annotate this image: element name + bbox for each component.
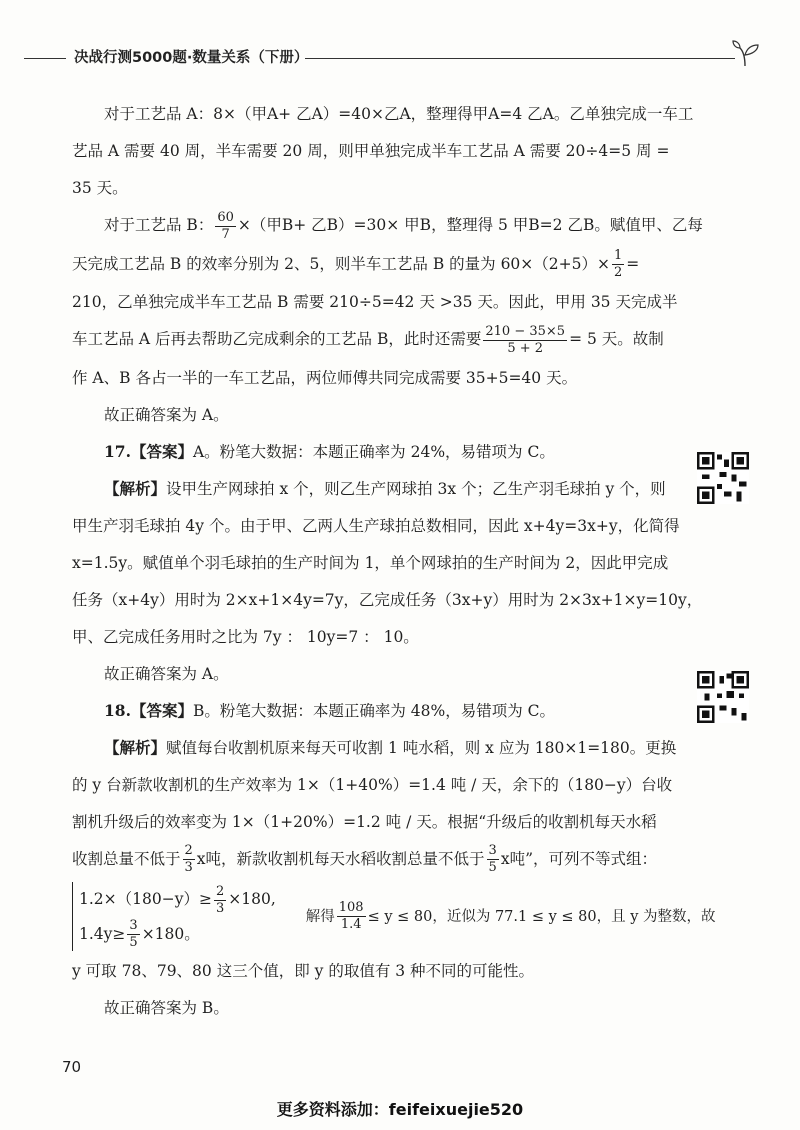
body-line: 对于工艺品 A：8×（甲A+ 乙A）=40×乙A，整理得甲A=4 乙A。乙单独完成一车工 — [104, 105, 694, 123]
denominator: 3 — [184, 860, 193, 875]
fraction — [337, 900, 366, 933]
body-line: y 可取 78、79、80 这三个值，即 y 的取值有 3 种不同的可能性。 — [72, 962, 535, 980]
body-line-fraction — [72, 248, 672, 282]
text: 天完成工艺品 B 的效率分别为 2、5，则半车工艺品 B 的量为 60×（2+5）× — [72, 254, 610, 273]
analysis-tag: 【解析】 — [104, 737, 167, 757]
fraction — [214, 884, 226, 917]
page-number: 70 — [62, 1058, 82, 1076]
fraction — [215, 210, 236, 243]
qr-code-icon[interactable] — [697, 452, 749, 504]
analysis-17 — [72, 473, 672, 505]
text: ×180, — [228, 890, 276, 908]
answer-tag: 17.【答案】 — [104, 441, 193, 461]
text: 赋值每台收割机原来每天可收割 1 吨水稻，则 x 应为 180×1=180。更换 — [166, 738, 677, 757]
header-rule-right — [305, 58, 735, 59]
body-line: 的 y 台新款收割机的生产效率为 1×（1+40%）=1.4 吨 / 天，余下的（180−y）台收 — [72, 775, 673, 794]
header-rule-left — [24, 58, 66, 59]
denominator: 5 — [129, 935, 138, 950]
body-line: x=1.5y。赋值单个羽毛球拍的生产时间为 1，单个网球拍的生产时间为 2，因此甲完成 — [72, 553, 669, 572]
body-line-fraction — [72, 209, 703, 243]
inequality-2 — [79, 917, 276, 952]
numerator: 210 − 35×5 — [485, 323, 566, 339]
page-body — [72, 98, 716, 1029]
answer-line: 故正确答案为 A。 — [104, 664, 229, 683]
body-line: 210，乙单独完成半车工艺品 B 需要 210÷5=42 天 >35 天。因此，甲用 35 天完成半 — [72, 293, 678, 311]
text: B。粉笔大数据：本题正确率为 48%，易错项为 C。 — [192, 701, 556, 720]
text: = — [626, 254, 640, 273]
question-18-answer — [72, 695, 672, 727]
text: 车工艺品 A 后再去帮助乙完成剩余的工艺品 B，此时还需要 — [72, 330, 482, 348]
text: 1.4y≥ — [79, 924, 126, 943]
body-line: 35 天。 — [72, 179, 128, 197]
text: ≤ y ≤ 80，近似为 77.1 ≤ y ≤ 80，且 y 为整数，故 — [367, 908, 716, 925]
inequality-system — [72, 882, 716, 951]
running-header — [0, 38, 800, 78]
fraction — [483, 324, 567, 357]
body-line: 甲、乙完成任务用时之比为 7y ： 10y=7 ： 10。 — [72, 627, 419, 646]
text: = 5 天。故制 — [569, 330, 664, 348]
numerator: 60 — [217, 209, 234, 225]
fraction — [183, 843, 195, 876]
question-17-answer — [72, 436, 672, 468]
denominator: 7 — [221, 226, 230, 242]
body-line-fraction — [72, 323, 672, 357]
numerator: 2 — [184, 843, 193, 858]
body-line: 作 A、B 各占一半的一车工艺品，两位师傅共同完成需要 35+5=40 天。 — [72, 368, 578, 387]
fraction — [127, 918, 139, 951]
inequality-1 — [79, 882, 276, 917]
text: ×180。 — [141, 924, 200, 943]
numerator: 3 — [488, 843, 497, 858]
solution — [305, 900, 716, 932]
answer-line: 故正确答案为 B。 — [104, 999, 229, 1017]
text: ×（甲B+ 乙B）=30× 甲B，整理得 5 甲B=2 乙B。赋值甲、乙每 — [237, 216, 703, 234]
text: 解得 — [305, 908, 335, 925]
answer-tag: 18.【答案】 — [104, 700, 193, 720]
text: A。粉笔大数据：本题正确率为 24%，易错项为 C。 — [192, 442, 555, 461]
numerator: 2 — [215, 883, 225, 899]
text: 设甲生产网球拍 x 个，则乙生产网球拍 3x 个；乙生产羽毛球拍 y 个，则 — [166, 479, 666, 498]
body-line-fraction — [72, 843, 672, 877]
fraction — [487, 843, 499, 876]
answer-line: 故正确答案为 A。 — [104, 405, 229, 424]
denominator: 5 — [488, 860, 497, 875]
denominator: 2 — [613, 265, 623, 280]
analysis-18 — [72, 732, 677, 764]
body-line: 艺品 A 需要 40 周，半车需要 20 周，则甲单独完成半车工艺品 A 需要 20÷4=5 周 = — [72, 142, 670, 160]
denominator: 3 — [215, 900, 225, 916]
numerator: 1 — [613, 248, 623, 263]
fraction — [612, 248, 624, 281]
body-line: 甲生产羽毛球拍 4y 个。由于甲、乙两人生产球拍总数相同，因此 x+4y=3x+y，化简得 — [72, 516, 680, 535]
text: 1.2×（180−y）≥ — [79, 890, 212, 908]
numerator: 108 — [338, 900, 364, 915]
text: x吨，新款收割机每天水稻收割总量不低于 — [196, 849, 485, 868]
qr-code-icon[interactable] — [697, 671, 749, 723]
footer-note: 更多资料添加：feifeixuejie520 — [276, 1100, 524, 1119]
denominator: 5 + 2 — [507, 340, 544, 356]
sprout-icon — [731, 38, 761, 68]
numerator: 3 — [129, 918, 138, 933]
analysis-tag: 【解析】 — [104, 478, 167, 498]
text: 收割总量不低于 — [72, 849, 181, 868]
text: x吨”，可列不等式组： — [500, 849, 657, 868]
header-title: 决战行测5000题·数量关系（下册） — [74, 50, 309, 66]
denominator: 1.4 — [340, 917, 362, 932]
system-brace — [72, 882, 276, 951]
body-line: 任务（x+4y）用时为 2×x+1×4y=7y，乙完成任务（3x+y）用时为 2×3x+1×y=10y， — [72, 590, 703, 609]
body-line: 割机升级后的效率变为 1×（1+20%）=1.2 吨 / 天。根据“升级后的收割机每天水稻 — [72, 812, 657, 831]
text: 对于工艺品 B： — [104, 216, 214, 234]
